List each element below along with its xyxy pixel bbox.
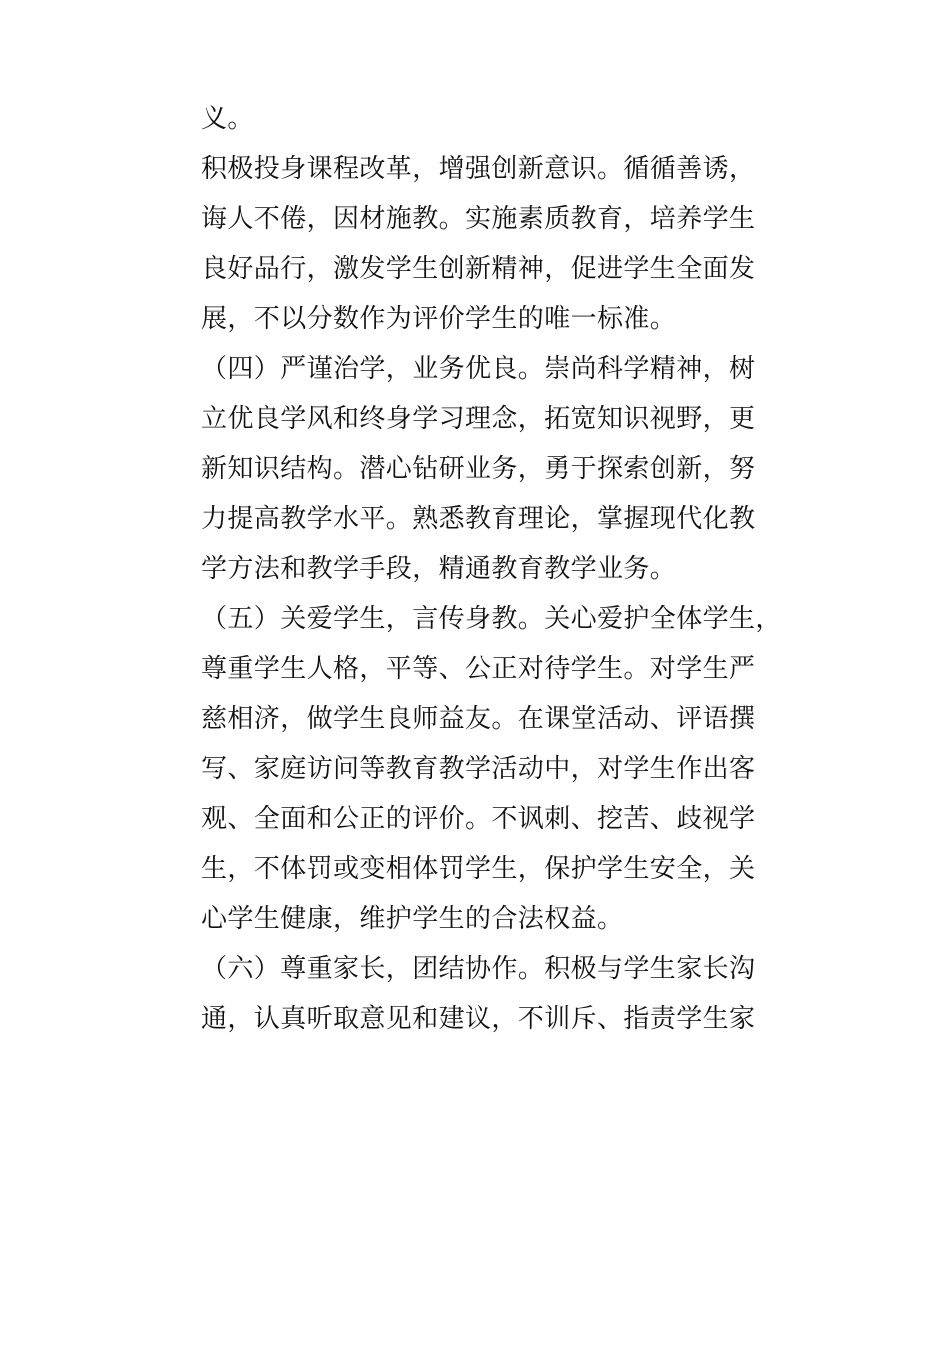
text-line: 通，认真听取意见和建议，不训斥、指责学生家	[201, 1004, 756, 1034]
text-line: 生，不体罚或变相体罚学生，保护学生安全，关	[201, 854, 756, 884]
text-line: 写、家庭访问等教育教学活动中，对学生作出客	[201, 754, 756, 784]
section-heading-line: （六）尊重家长，团结协作。积极与学生家长沟	[201, 954, 756, 984]
text-line: 观、全面和公正的评价。不讽刺、挖苦、歧视学	[201, 804, 756, 834]
text-line: 义。	[201, 104, 254, 134]
text-line: 慈相济，做学生良师益友。在课堂活动、评语撰	[201, 704, 756, 734]
text-line: 力提高教学水平。熟悉教育理论，掌握现代化教	[201, 504, 756, 534]
text-line: 积极投身课程改革，增强创新意识。循循善诱，	[201, 154, 756, 184]
text-line: 诲人不倦，因材施教。实施素质教育，培养学生	[201, 204, 756, 234]
text-line: 心学生健康，维护学生的合法权益。	[201, 904, 624, 934]
document-body	[201, 94, 782, 1044]
text-line: 学方法和教学手段，精通教育教学业务。	[201, 554, 677, 584]
section-heading-line: （五）关爱学生，言传身教。关心爱护全体学生，	[201, 604, 782, 634]
text-line: 尊重学生人格，平等、公正对待学生。对学生严	[201, 654, 756, 684]
text-line: 立优良学风和终身学习理念，拓宽知识视野，更	[201, 404, 756, 434]
text-line: 良好品行，激发学生创新精神，促进学生全面发	[201, 254, 756, 284]
text-line: 展，不以分数作为评价学生的唯一标准。	[201, 304, 677, 334]
section-heading-line: （四）严谨治学，业务优良。崇尚科学精神，树	[201, 354, 756, 384]
text-line: 新知识结构。潜心钻研业务，勇于探索创新，努	[201, 454, 756, 484]
